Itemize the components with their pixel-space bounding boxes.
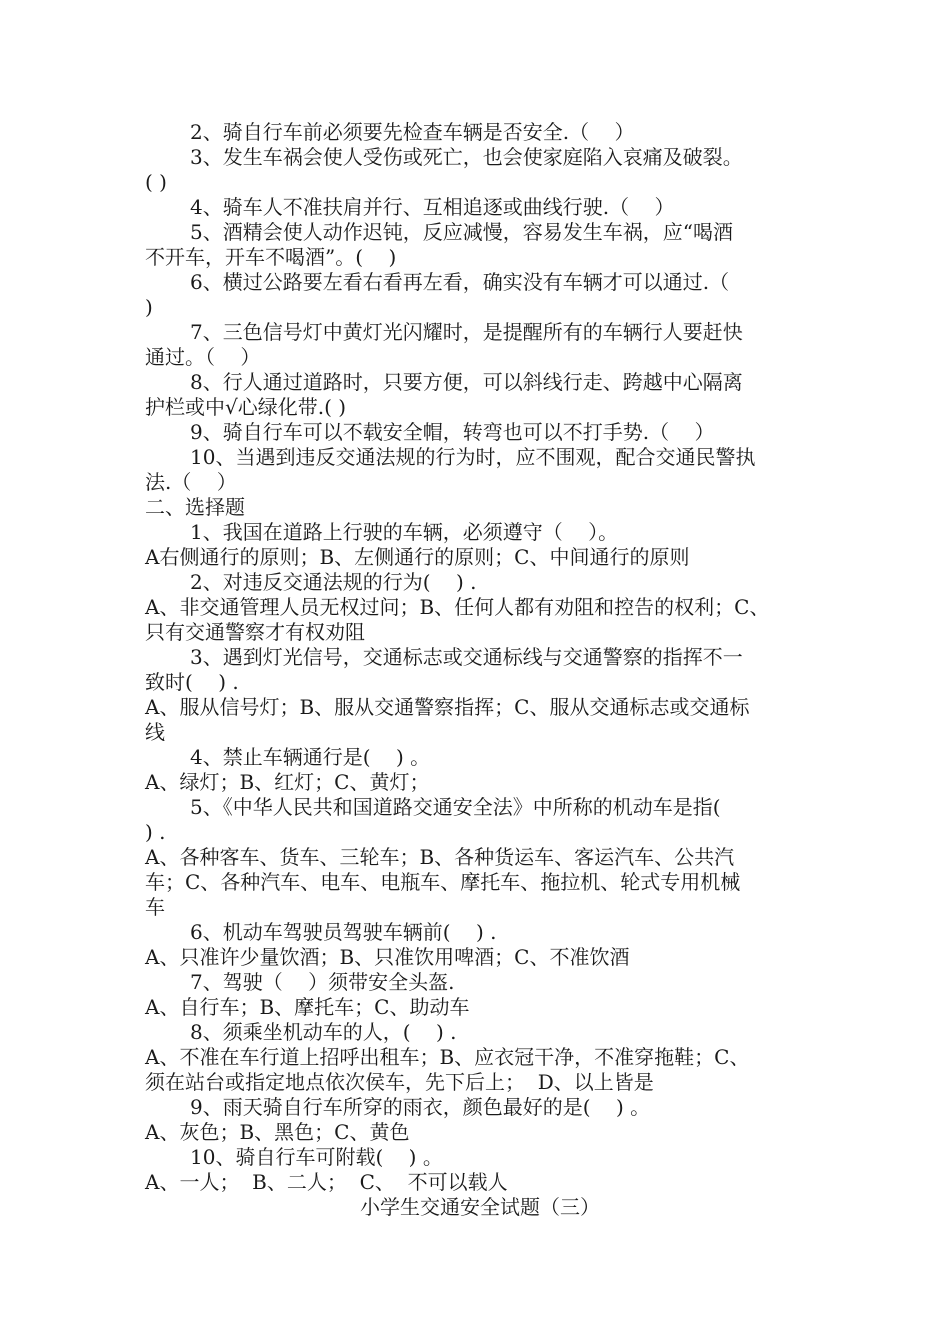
choice-2-answers-line-1: A、非交通管理人员无权过问；B、任何人都有劝阻和控告的权利；C、 — [145, 595, 770, 619]
choice-6-question: 6、机动车驾驶员驾驶车辆前( ) . — [190, 920, 497, 944]
choice-4-question: 4、禁止车辆通行是( ) 。 — [190, 745, 431, 769]
choice-section — [145, 520, 815, 1195]
choice-1-answers: A右侧通行的原则；B、左侧通行的原则；C、中间通行的原则 — [145, 545, 690, 569]
judgement-8-line-1: 8、行人通过道路时，只要方便，可以斜线行走、跨越中心隔离 — [190, 370, 743, 394]
judgement-6-line-1: 6、横过公路要左看右看再左看，确实没有车辆才可以通过.（ — [190, 270, 730, 294]
judgement-6-line-2: ) — [145, 295, 153, 319]
choice-3-question-line-1: 3、遇到灯光信号，交通标志或交通标线与交通警察的指挥不一 — [190, 645, 743, 669]
choice-10-answers: A、一人； B、二人； C、 不可以载人 — [145, 1170, 508, 1194]
choice-2-question: 2、对违反交通法规的行为( ) . — [190, 570, 477, 594]
choice-9-question: 9、雨天骑自行车所穿的雨衣，颜色最好的是( ) 。 — [190, 1095, 651, 1119]
section-heading-choice: 二、选择题 — [145, 495, 245, 519]
choice-5-answers-line-1: A、各种客车、货车、三轮车；B、各种货运车、客运汽车、公共汽 — [145, 845, 735, 869]
choice-3-answers-line-1: A、服从信号灯；B、服从交通警察指挥；C、服从交通标志或交通标 — [145, 695, 750, 719]
choice-3-answers-line-2: 线 — [145, 720, 165, 744]
judgement-10-line-1: 10、当遇到违反交通法规的行为时，应不围观，配合交通民警执 — [190, 445, 756, 469]
choice-5-answers-line-3: 车 — [145, 895, 165, 919]
judgement-10-line-2: 法.（ ） — [145, 470, 237, 494]
judgement-5-line-1: 5、酒精会使人动作迟钝，反应减慢，容易发生车祸，应“喝酒 — [190, 220, 733, 244]
choice-3-question-line-2: 致时( ) . — [145, 670, 239, 694]
choice-9-answers: A、灰色；B、黑色；C、黄色 — [145, 1120, 410, 1144]
choice-5-answers-line-2: 车；C、各种汽车、电车、电瓶车、摩托车、拖拉机、轮式专用机械 — [145, 870, 741, 894]
choice-8-answers-line-2: 须在站台或指定地点依次侯车，先下后上； D、以上皆是 — [145, 1070, 654, 1094]
judgement-5-line-2: 不开车，开车不喝酒”。( ) — [145, 245, 397, 269]
choice-1-question: 1、我国在道路上行驶的车辆，必须遵守（ ）。 — [190, 520, 619, 544]
choice-8-question: 8、须乘坐机动车的人，( ) . — [190, 1020, 457, 1044]
choice-7-question: 7、驾驶（ ）须带安全头盔. — [190, 970, 455, 994]
judgement-7-line-2: 通过。（ ） — [145, 345, 261, 369]
judgement-section — [145, 120, 815, 495]
choice-8-answers-line-1: A、不准在车行道上招呼出租车；B、应衣冠干净，不准穿拖鞋；C、 — [145, 1045, 750, 1069]
choice-5-question-line-1: 5、《中华人民共和国道路交通安全法》中所称的机动车是指( — [190, 795, 721, 819]
judgement-3-line-2: ( ) — [145, 170, 167, 194]
choice-6-answers: A、只准许少量饮酒；B、只准饮用啤酒；C、不准饮酒 — [145, 945, 630, 969]
choice-5-question-line-2: ) . — [145, 820, 166, 844]
judgement-3-line-1: 3、发生车祸会使人受伤或死亡，也会使家庭陷入哀痛及破裂。 — [190, 145, 743, 169]
choice-4-answers: A、绿灯；B、红灯；C、黄灯； — [145, 770, 430, 794]
document-title: 小学生交通安全试题（三） — [360, 1195, 600, 1219]
judgement-2-line-1: 2、骑自行车前必须要先检查车辆是否安全.（ ） — [190, 120, 635, 144]
choice-10-question: 10、骑自行车可附载( ) 。 — [190, 1145, 443, 1169]
judgement-9-line-1: 9、骑自行车可以不载安全帽，转弯也可以不打手势.（ ） — [190, 420, 715, 444]
judgement-8-line-2: 护栏或中√心绿化带.( ) — [145, 395, 347, 419]
document-page — [145, 120, 815, 1220]
choice-2-answers-line-2: 只有交通警察才有权劝阻 — [145, 620, 365, 644]
judgement-7-line-1: 7、三色信号灯中黄灯光闪耀时，是提醒所有的车辆行人要赶快 — [190, 320, 743, 344]
judgement-4-line-1: 4、骑车人不准扶肩并行、互相追逐或曲线行驶.（ ） — [190, 195, 675, 219]
choice-7-answers: A、自行车；B、摩托车；C、助动车 — [145, 995, 470, 1019]
